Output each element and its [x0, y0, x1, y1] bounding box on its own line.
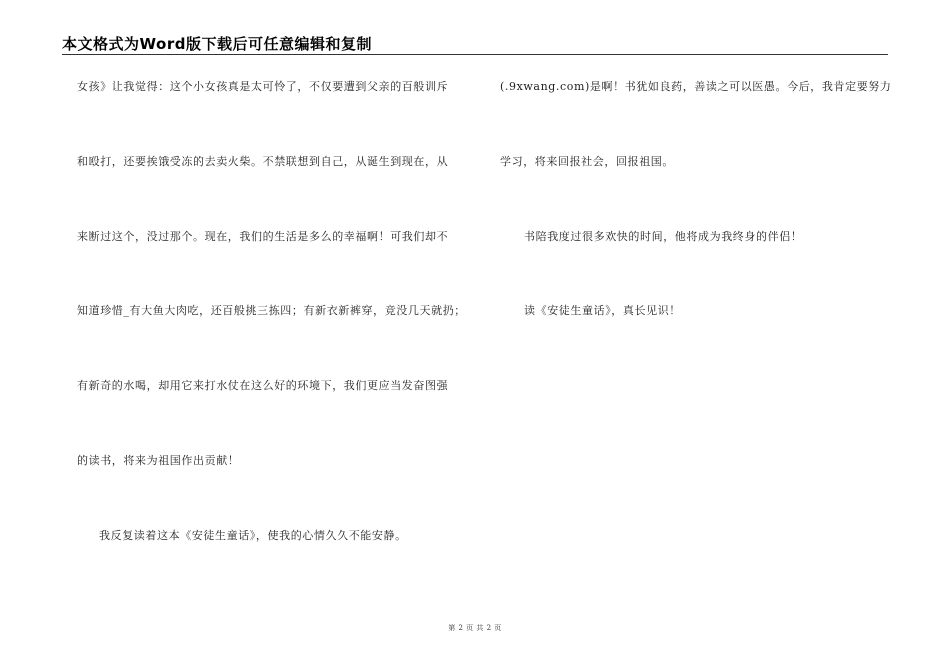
left-line-5: 有新奇的水喝，却用它来打水仗在这么好的环境下，我们更应当发奋图强 — [77, 379, 449, 392]
header-title: 本文格式为Word版下载后可任意编辑和复制 — [62, 35, 372, 53]
left-line-4: 知道珍惜_有大鱼大肉吃，还百般挑三拣四；有新衣新裤穿，竞没几天就扔； — [77, 304, 466, 317]
right-line-1: (.9xwang.com)是啊！书犹如良药，善读之可以医愚。今后，我肯定要努力 — [500, 80, 892, 93]
right-line-4: 读《安徒生童话》，真长见识！ — [524, 304, 681, 317]
left-line-2: 和殴打，还要挨饿受冻的去卖火柴。不禁联想到自己，从诞生到现在，从 — [77, 155, 449, 168]
left-line-3: 来断过这个，没过那个。现在，我们的生活是多么的幸福啊！可我们却不 — [77, 230, 449, 243]
right-line-2: 学习，将来回报社会，回报祖国。 — [500, 155, 674, 168]
left-line-1: 女孩》让我觉得：这个小女孩真是太可怜了，不仅要遭到父亲的百般训斥 — [77, 80, 449, 93]
left-line-6: 的读书，将来为祖国作出贡献！ — [77, 454, 240, 467]
page-footer: 第 2 页 共 2 页 — [448, 624, 502, 632]
left-line-7: 我反复读着这本《安徒生童话》，使我的心情久久不能安静。 — [99, 529, 407, 542]
right-line-3: 书陪我度过很多欢快的时间，他将成为我终身的伴侣！ — [524, 230, 803, 243]
